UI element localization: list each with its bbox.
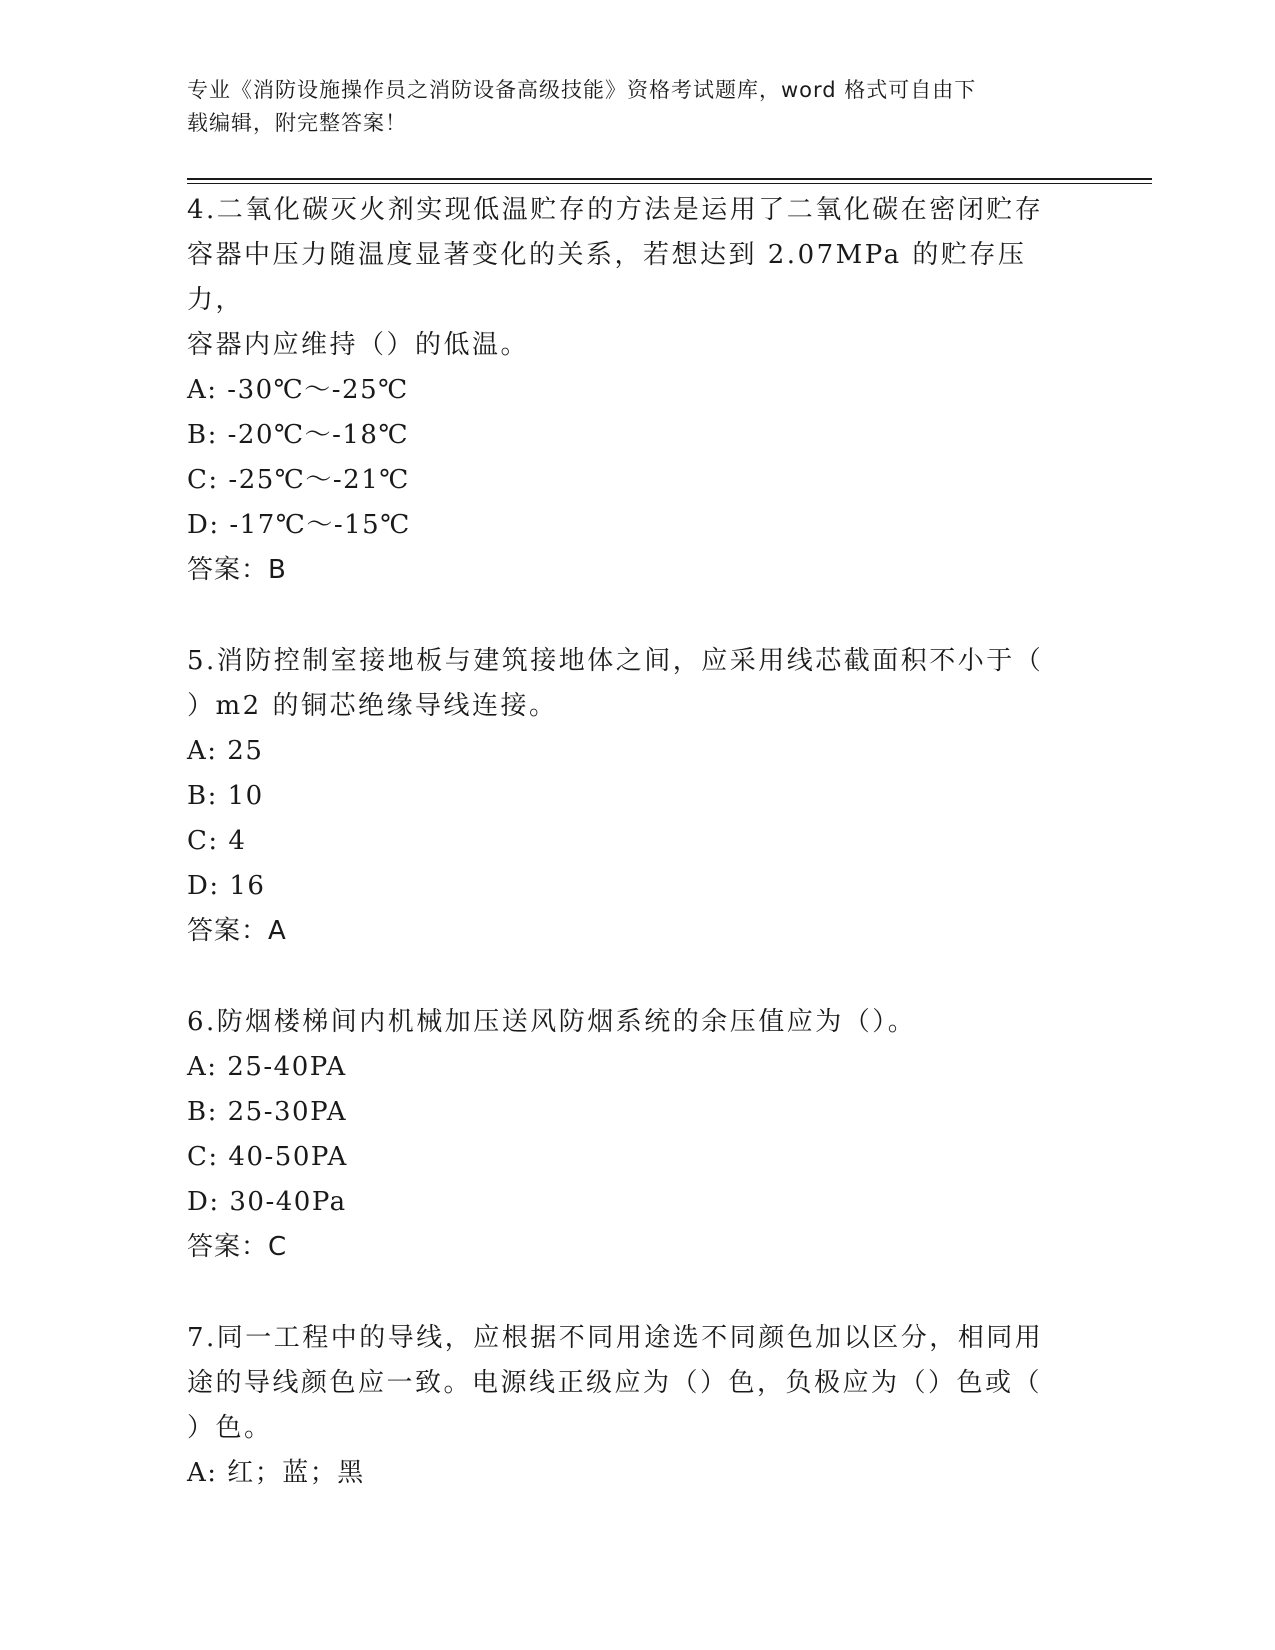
option-b: B: 10 [187,781,264,811]
question-text-line: ）m2 的铜芯绝缘导线连接。 [187,691,558,721]
question-5 [187,639,1067,954]
option-a: A: -30℃～-25℃ [187,375,409,405]
option-c: C: -25℃～-21℃ [187,465,410,495]
question-4 [187,188,1067,593]
answer: 答案：A [187,916,287,946]
option-a: A: 25 [187,736,264,766]
question-text-line: 5.消防控制室接地板与建筑接地体之间，应采用线芯截面积不小于（ [187,646,1044,676]
option-d: D: 30-40Pa [187,1187,347,1217]
question-text-line: 容器中压力随温度显著变化的关系，若想达到 2.07MPa 的贮存压力， [187,240,1027,315]
question-text-line: 7.同一工程中的导线，应根据不同用途选不同颜色加以区分，相同用 [187,1323,1044,1353]
option-d: D: -17℃～-15℃ [187,510,411,540]
question-text-line: 4.二氧化碳灭火剂实现低温贮存的方法是运用了二氧化碳在密闭贮存 [187,195,1044,225]
answer: 答案：C [187,1232,288,1262]
question-text-line: 容器内应维持（）的低温。 [187,330,530,360]
spacer [187,593,1067,639]
option-a: A: 红；蓝；黑 [187,1458,365,1488]
question-6 [187,1000,1067,1270]
question-text-line: 6.防烟楼梯间内机械加压送风防烟系统的余压值应为（）。 [187,1007,917,1037]
header-divider [187,178,1152,184]
option-b: B: -20℃～-18℃ [187,420,410,450]
question-7 [187,1316,1067,1496]
option-d: D: 16 [187,871,266,901]
option-a: A: 25-40PA [187,1052,347,1082]
spacer [187,1270,1067,1316]
option-b: B: 25-30PA [187,1097,347,1127]
header-line-2: 载编辑，附完整答案！ [187,111,407,135]
option-c: C: 4 [187,826,247,856]
document-header [187,74,1067,140]
question-text-line: 途的导线颜色应一致。电源线正级应为（）色，负极应为（）色或（ [187,1368,1043,1398]
question-list [187,188,1067,1496]
option-c: C: 40-50PA [187,1142,348,1172]
answer: 答案：B [187,555,287,585]
spacer [187,954,1067,1000]
question-text-line: ）色。 [187,1413,273,1443]
header-line-1: 专业《消防设施操作员之消防设备高级技能》资格考试题库，word 格式可自由下 [187,78,977,102]
